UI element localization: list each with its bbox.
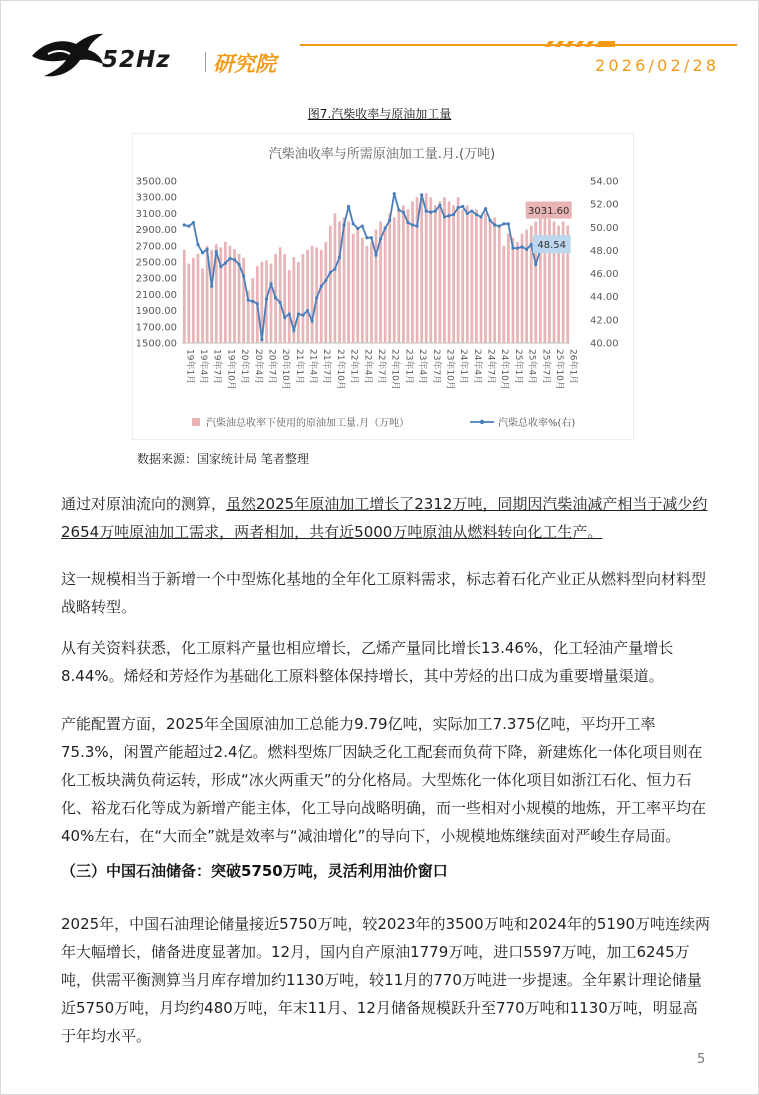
yield-point — [224, 262, 227, 265]
whale-tail-logo-icon — [30, 30, 105, 80]
bar — [461, 209, 464, 343]
x-tick-label: 20年4月 — [252, 349, 263, 385]
yield-point — [379, 237, 382, 240]
bar — [334, 213, 337, 343]
bar — [489, 222, 492, 344]
bar — [516, 242, 519, 343]
x-tick-label: 23年10月 — [444, 349, 455, 390]
x-tick-label: 24年1月 — [458, 349, 469, 385]
paragraph-1 — [61, 490, 711, 546]
yield-point — [447, 214, 450, 217]
yield-point — [452, 213, 455, 216]
brand-divider — [205, 52, 206, 72]
yield-point — [265, 297, 268, 300]
bar — [251, 278, 254, 343]
bar — [352, 234, 355, 343]
brand-number: 52Hz — [102, 47, 171, 73]
yield-point — [256, 302, 259, 305]
yield-point — [365, 236, 368, 239]
y-right-tick-label: 42.00 — [590, 315, 619, 327]
yield-point — [324, 279, 327, 282]
y-left-tick-label: 1500.00 — [135, 338, 177, 350]
bar — [484, 213, 487, 343]
bar — [457, 197, 460, 343]
yield-point — [502, 222, 505, 225]
yield-point — [228, 257, 231, 260]
bar — [361, 238, 364, 343]
bar — [283, 254, 286, 343]
bar — [311, 246, 314, 343]
y-left-tick-label: 2500.00 — [135, 257, 177, 269]
yield-point — [251, 300, 254, 303]
bar — [480, 217, 483, 343]
bar — [366, 246, 369, 343]
x-tick-label: 25年1月 — [512, 349, 523, 385]
bar — [470, 213, 473, 343]
legend-bar-swatch — [192, 418, 200, 426]
yield-point — [479, 215, 482, 218]
paragraph-4: 产能配置方面，2025年全国原油加工总能力9.79亿吨，实际加工7.375亿吨，平均开工率75.3%，闲置产能超过2.4亿。燃料型炼厂因缺乏化工配套而负荷下降，新建炼化一体化项目则在化工板块满负荷运转，形成“冰火两重天”的分化格局。大型炼化一体化项目如浙江石化、恒力石化、裕龙石化等成为新增产能主体，化工导向战略明确，而一些相对小规模的地炼，开工率平均在40%左右，在“大而全”就是效率与“减油增化”的导向下，小规模地炼继续面对严峻生存局面。 — [61, 715, 707, 845]
page-header — [0, 0, 759, 90]
bar — [475, 209, 478, 343]
x-tick-label: 20年10月 — [280, 349, 291, 390]
yield-point — [484, 207, 487, 210]
yield-point — [507, 222, 510, 225]
y-left-tick-label: 1700.00 — [135, 322, 177, 334]
bar — [288, 270, 291, 343]
paragraph-5: 2025年，中国石油理论储量接近5750万吨，较2023年的3500万吨和2024年的5190万吨连续两年大幅增长，储备进度显著加。12月，国内自产原油1779万吨，进口5597万吨，加工6245万吨，供需平衡测算当月库存增加约1130万吨，较11月的770万吨进一步提速。全年累计理论储量近5750万吨，月均约480万吨，年末11月、12月储备规模跃升至770万吨和1130万吨，明显高于年均水平。 — [61, 915, 711, 1045]
x-tick-label: 19年10月 — [225, 349, 236, 390]
y-left-tick-label: 1900.00 — [135, 306, 177, 318]
y-right-tick-label: 46.00 — [590, 269, 619, 281]
paragraph-1-lead: 通过对原油流向的测算， — [61, 495, 227, 513]
x-tick-label: 22年10月 — [389, 349, 400, 390]
yield-point — [425, 209, 428, 212]
yield-point — [415, 225, 418, 228]
yield-point — [210, 285, 213, 288]
yield-point — [457, 206, 460, 209]
x-tick-label: 25年4月 — [526, 349, 537, 385]
y-right-tick-label: 44.00 — [590, 292, 619, 304]
x-tick-label: 23年7月 — [430, 349, 441, 385]
chart-title: 汽柴油收率与所需原油加工量.月.(万吨) — [268, 147, 496, 162]
bar — [270, 264, 273, 343]
y-left-tick-label: 3100.00 — [135, 208, 177, 220]
y-left-tick-label: 3500.00 — [135, 176, 177, 188]
yield-point — [315, 296, 318, 299]
bar — [324, 242, 327, 343]
yield-point — [434, 209, 437, 212]
yield-point — [347, 205, 350, 208]
bar — [439, 201, 442, 343]
legend-line-marker — [480, 420, 484, 424]
bar — [525, 230, 528, 343]
bar — [544, 213, 547, 343]
section-heading: （三）中国石油储备：突破5750万吨，灵活利用油价窗口 — [61, 862, 448, 880]
x-tick-label: 25年7月 — [540, 349, 551, 385]
yield-point — [489, 219, 492, 222]
yield-point — [402, 211, 405, 214]
y-right-tick-label: 50.00 — [590, 222, 619, 234]
bar — [210, 250, 213, 343]
yield-point — [420, 193, 423, 196]
report-date: 2026/02/28 — [595, 56, 720, 75]
yield-point — [274, 296, 277, 299]
yield-point — [297, 312, 300, 315]
bar — [397, 209, 400, 343]
y-left-tick-label: 2300.00 — [135, 273, 177, 285]
yield-point — [443, 215, 446, 218]
yield-point — [201, 251, 204, 254]
yield-point — [475, 213, 478, 216]
yield-point — [388, 219, 391, 222]
gasoline-diesel-yield-chart — [132, 133, 632, 438]
y-right-tick-label: 48.00 — [590, 245, 619, 257]
yield-point — [342, 223, 345, 226]
x-tick-label: 24年7月 — [485, 349, 496, 385]
bar — [338, 222, 341, 344]
yield-point — [196, 243, 199, 246]
bar — [384, 226, 387, 343]
yield-point — [511, 247, 514, 250]
yield-point — [438, 204, 441, 207]
bar — [443, 197, 446, 343]
bar — [183, 250, 186, 343]
yield-point — [374, 253, 377, 256]
yield-point — [516, 247, 519, 250]
paragraph-3: 从有关资料获悉，化工原料产量也相应增长，乙烯产量同比增长13.46%，化工轻油产量增长8.44%。烯烃和芳烃作为基础化工原料整体保持增长，其中芳烃的出口成为重要增量渠道。 — [61, 639, 674, 685]
brand-name: 研究院 — [213, 52, 276, 76]
yield-point — [411, 223, 414, 226]
bar — [197, 254, 200, 343]
x-tick-label: 20年7月 — [266, 349, 277, 385]
bar — [192, 258, 195, 343]
yield-point — [534, 263, 537, 266]
yield-point — [242, 274, 245, 277]
x-tick-label: 23年1月 — [403, 349, 414, 385]
legend-bar-label: 汽柴油总收率下使用的原油加工量.月（万吨） — [206, 418, 410, 429]
x-tick-label: 24年10月 — [499, 349, 510, 390]
yield-point — [530, 243, 533, 246]
x-tick-label: 22年7月 — [376, 349, 386, 385]
data-source: 数据来源：国家统计局 笔者整理 — [137, 452, 309, 466]
x-tick-label: 19年1月 — [184, 349, 195, 385]
yield-point — [292, 329, 295, 332]
yield-point — [429, 211, 432, 214]
x-tick-label: 19年7月 — [211, 349, 222, 385]
bar — [512, 238, 515, 343]
bar — [356, 230, 359, 343]
bar — [425, 193, 428, 343]
paragraph-2: 这一规模相当于新增一个中型炼化基地的全年化工原料需求，标志着石化产业正从燃料型向材料型战略转型。 — [61, 570, 707, 616]
x-tick-label: 25年10月 — [554, 349, 565, 390]
x-tick-label: 21年4月 — [307, 349, 318, 385]
yield-point — [219, 265, 222, 268]
bar — [306, 250, 309, 343]
yield-point — [306, 309, 309, 312]
yield-point — [352, 222, 355, 225]
bar — [320, 250, 323, 343]
x-tick-label: 26年1月 — [567, 349, 578, 385]
yield-point — [470, 209, 473, 212]
bar — [420, 197, 423, 343]
paragraph-1-underlined: 虽然2025年原油加工增长了2312万吨，同期因汽柴油减产相当于减少约2654万吨原油加工需求，两者相加，共有近5000万吨原油从燃料转向化工生产。 — [61, 495, 708, 541]
yield-point — [288, 312, 291, 315]
yield-point — [525, 248, 528, 251]
bar — [498, 226, 501, 343]
yield-point — [406, 221, 409, 224]
bar-value-label: 3031.60 — [528, 206, 570, 218]
bar — [502, 246, 505, 343]
yield-point — [260, 338, 263, 341]
yield-point — [301, 314, 304, 317]
y-right-tick-label: 54.00 — [590, 176, 619, 188]
yield-point — [397, 208, 400, 211]
yield-point — [206, 248, 209, 251]
x-tick-label: 21年10月 — [334, 349, 345, 390]
yield-point — [498, 225, 501, 228]
x-tick-label: 22年1月 — [348, 349, 359, 385]
bar — [201, 268, 204, 343]
bar — [402, 205, 405, 343]
yield-point — [384, 227, 387, 230]
bar — [370, 242, 373, 343]
x-tick-label: 21年7月 — [321, 349, 332, 385]
yield-point — [493, 223, 496, 226]
page-number: 5 — [697, 1052, 706, 1067]
bar — [493, 217, 496, 343]
yield-point — [283, 316, 286, 319]
bar — [329, 226, 332, 343]
bar — [375, 230, 378, 343]
bar — [233, 249, 236, 343]
bar — [347, 222, 350, 344]
yield-point — [370, 236, 373, 239]
yield-point — [466, 212, 469, 215]
x-tick-label: 20年1月 — [239, 349, 250, 385]
bar — [388, 213, 391, 343]
bar — [187, 264, 190, 343]
line-value-label: 48.54 — [537, 240, 567, 252]
x-tick-label: 23年4月 — [417, 349, 428, 385]
header-stripes-decoration — [545, 41, 615, 47]
bar — [297, 262, 300, 343]
yield-point — [320, 285, 323, 288]
yield-point — [361, 225, 364, 228]
y-left-tick-label: 3300.00 — [135, 192, 177, 204]
bar — [434, 205, 437, 343]
yield-point — [461, 205, 464, 208]
bar — [448, 201, 451, 343]
bar — [521, 234, 524, 343]
x-tick-label: 22年4月 — [362, 349, 373, 385]
x-tick-label: 19年4月 — [197, 349, 208, 385]
yield-point — [310, 319, 313, 322]
bar — [429, 197, 432, 343]
yield-point — [237, 263, 240, 266]
yield-point — [520, 245, 523, 248]
yield-point — [233, 258, 236, 261]
header-rule — [300, 44, 737, 46]
bar — [452, 205, 455, 343]
yield-point — [247, 299, 250, 302]
yield-point — [279, 301, 282, 304]
bar — [224, 242, 227, 343]
y-right-tick-label: 52.00 — [590, 199, 619, 211]
yield-point — [356, 227, 359, 230]
bar — [302, 254, 305, 343]
bar — [407, 209, 410, 343]
bar — [507, 234, 510, 343]
bar — [279, 247, 282, 343]
figure-caption: 图7.汽柴收率与原油加工量 — [307, 107, 452, 121]
yield-point — [269, 282, 272, 285]
y-left-tick-label: 2900.00 — [135, 225, 177, 237]
yield-point — [329, 271, 332, 274]
x-tick-label: 24年4月 — [471, 349, 482, 385]
y-left-tick-label: 2700.00 — [135, 241, 177, 253]
bar — [411, 201, 414, 343]
bar — [242, 258, 245, 343]
bar — [466, 205, 469, 343]
yield-point — [393, 192, 396, 195]
y-left-tick-label: 2100.00 — [135, 289, 177, 301]
yield-point — [187, 225, 190, 228]
legend-line-label: 汽柴总收率%(右) — [498, 418, 576, 429]
yield-point — [333, 267, 336, 270]
x-tick-label: 21年1月 — [293, 349, 304, 385]
y-right-tick-label: 40.00 — [590, 338, 619, 350]
yield-point — [192, 221, 195, 224]
yield-point — [215, 250, 218, 253]
yield-point — [338, 256, 341, 259]
yield-point — [183, 223, 186, 226]
bar — [393, 217, 396, 343]
